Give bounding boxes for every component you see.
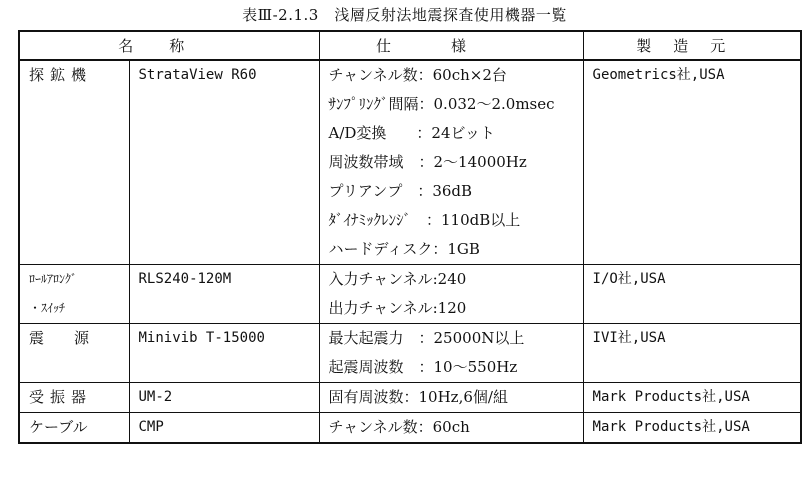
header-spec: 仕様 <box>319 31 583 60</box>
spec-line: ﾀﾞｲﾅﾐｯｸﾚﾝｼﾞ ：110dB以上 <box>328 211 521 229</box>
category-line: ﾛｰﾙｱﾛﾝｸﾞ <box>29 272 78 286</box>
spec-cell <box>319 383 583 413</box>
maker-cell: I/O社,USA <box>592 271 666 287</box>
spec-line: 固有周波数：10Hz,6個/組 <box>328 388 508 406</box>
spec-line: チャンネル数：60ch <box>328 418 470 436</box>
header-maker: 製造元 <box>583 31 801 60</box>
category-cell: 受振器 <box>29 388 93 406</box>
spec-cell <box>319 413 583 444</box>
table-caption: 表Ⅲ-2.1.3 浅層反射法地震探査使用機器一覧 <box>242 6 567 24</box>
spec-line: 最大起震力 ：25000N以上 <box>328 329 525 347</box>
spec-line: ｻﾝﾌﾟﾘﾝｸﾞ間隔：0.032～2.0msec <box>328 95 555 113</box>
maker-cell: Mark Products社,USA <box>592 389 750 405</box>
model-cell: RLS240-120M <box>138 271 232 287</box>
table-row <box>19 413 801 444</box>
table-row <box>19 383 801 413</box>
spec-line: 入力チャンネル:240 <box>328 270 467 288</box>
category-line: ・ｽｲｯﾁ <box>29 301 66 315</box>
category-cell: 探鉱機 <box>29 66 93 84</box>
model-cell: Minivib T-15000 <box>138 330 265 346</box>
spec-cell <box>319 60 583 265</box>
category-cell: ケーブル <box>29 418 88 436</box>
maker-cell: Geometrics社,USA <box>592 67 725 83</box>
model-cell: UM-2 <box>138 389 173 405</box>
spec-cell <box>319 265 583 324</box>
spec-line: 周波数帯域 ：2～14000Hz <box>328 153 527 171</box>
spec-line: プリアンプ ：36dB <box>328 182 473 200</box>
table-row <box>19 324 801 383</box>
model-cell: CMP <box>138 419 164 435</box>
spec-line: チャンネル数：60ch×2台 <box>328 66 507 84</box>
spec-line: 出力チャンネル:120 <box>328 299 467 317</box>
spec-line: 起震周波数 ：10～550Hz <box>328 358 518 376</box>
table-row <box>19 265 801 324</box>
spec-line: A/D変換 ：24ビット <box>328 124 495 142</box>
equipment-table <box>18 30 802 444</box>
table-row <box>19 60 801 265</box>
header-name: 名称 <box>19 31 319 60</box>
spec-cell <box>319 324 583 383</box>
spec-line: ハードディスク：1GB <box>328 240 480 258</box>
category-cell: 震源 <box>29 329 120 347</box>
maker-cell: Mark Products社,USA <box>592 419 750 435</box>
maker-cell: IVI社,USA <box>592 330 666 346</box>
model-cell: StrataView R60 <box>138 67 257 83</box>
category-cell <box>19 265 129 324</box>
table-header-row <box>19 31 801 60</box>
